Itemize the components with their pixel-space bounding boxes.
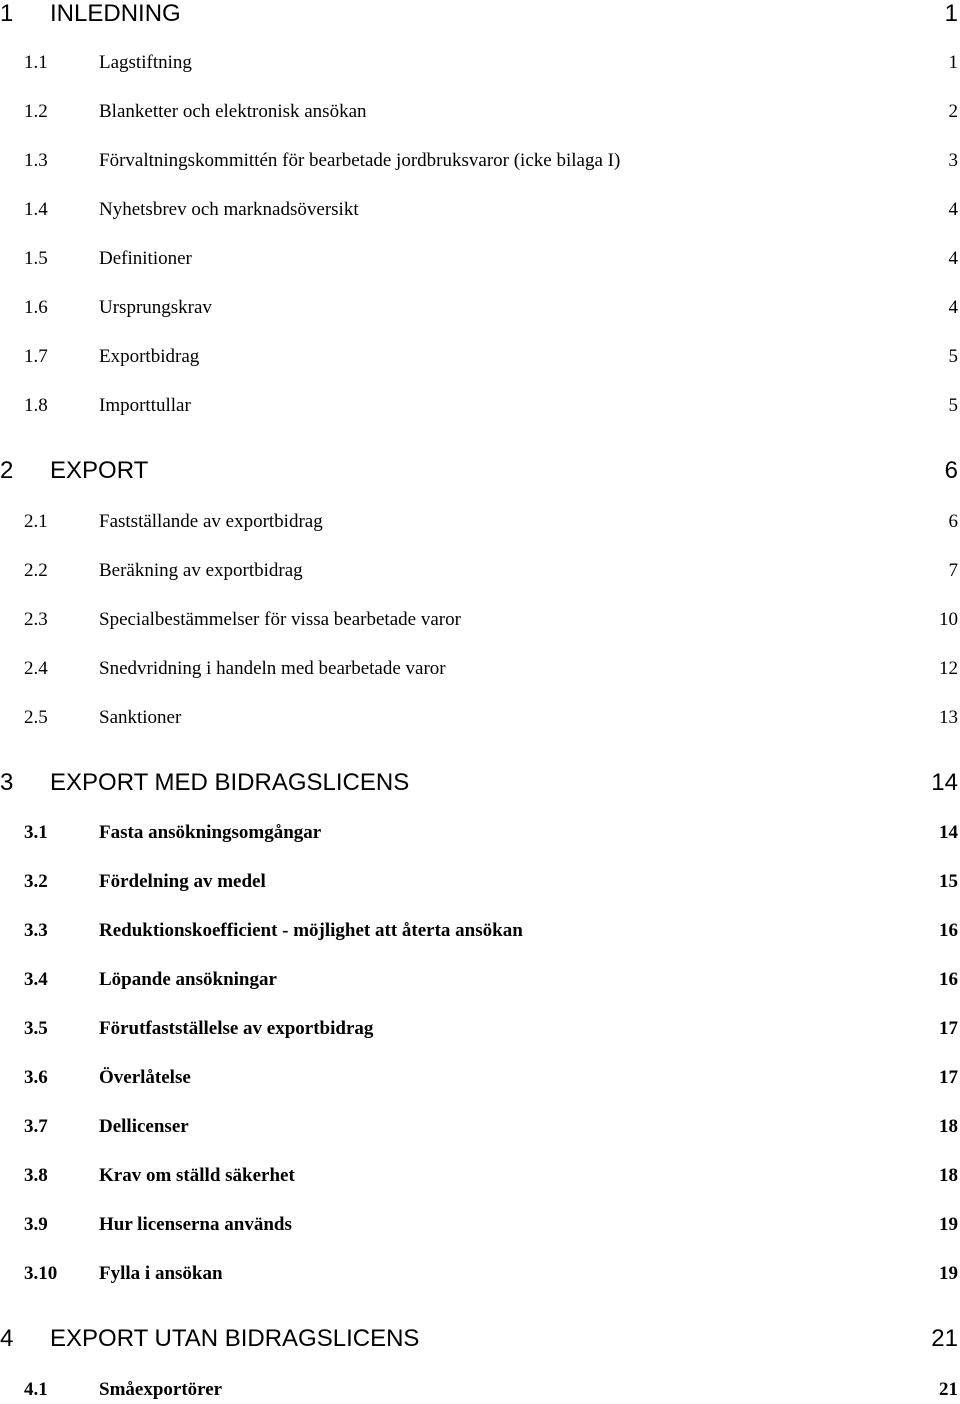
toc-entry-page: 12 [939, 658, 958, 679]
toc-entry-title: Importtullar [99, 395, 191, 416]
toc-entry-number: 1.7 [24, 346, 48, 367]
toc-entry-page: 6 [948, 511, 958, 532]
toc-entry-page: 14 [939, 822, 958, 843]
toc-entry-page: 14 [931, 769, 958, 796]
toc-entry-page: 19 [939, 1214, 958, 1235]
toc-entry-page: 21 [931, 1325, 958, 1352]
toc-entry-page: 6 [944, 457, 958, 484]
toc-entry-number: 1.6 [24, 297, 48, 318]
toc-entry-title: Lagstiftning [99, 52, 192, 73]
toc-entry-title: Hur licenserna används [99, 1214, 292, 1235]
toc-entry-number: 3.9 [24, 1214, 48, 1235]
toc-entry-number: 4 [0, 1325, 14, 1352]
toc-entry-title: Blanketter och elektronisk ansökan [99, 101, 367, 122]
toc-entry-number: 2.1 [24, 511, 48, 532]
toc-entry-number: 1.8 [24, 395, 48, 416]
toc-entry-title: EXPORT UTAN BIDRAGSLICENS [50, 1325, 420, 1352]
toc-entry-number: 3.8 [24, 1165, 48, 1186]
toc-entry-page: 16 [939, 969, 958, 990]
toc-entry-number: 3.1 [24, 822, 48, 843]
toc-entry-page: 4 [948, 297, 958, 318]
toc-entry-page: 15 [939, 871, 958, 892]
toc-entry-title: Fasta ansökningsomgångar [99, 822, 322, 843]
toc-entry-title: Löpande ansökningar [99, 969, 277, 990]
toc-entry-page: 18 [939, 1116, 958, 1137]
toc-entry-title: Fylla i ansökan [99, 1263, 223, 1284]
toc-entry-number: 3.3 [24, 920, 48, 941]
toc-entry-page: 16 [939, 920, 958, 941]
toc-entry-page: 18 [939, 1165, 958, 1186]
toc-entry-page: 17 [939, 1067, 958, 1088]
toc-entry-number: 2.3 [24, 609, 48, 630]
toc-entry-page: 4 [948, 199, 958, 220]
toc-entry-number: 1.1 [24, 52, 48, 73]
toc-entry-title: INLEDNING [50, 0, 181, 27]
toc-entry-number: 1.4 [24, 199, 48, 220]
toc-entry-number: 2.4 [24, 658, 48, 679]
toc-entry-title: Dellicenser [99, 1116, 189, 1137]
toc-entry-number: 4.1 [24, 1379, 48, 1400]
toc-entry-title: Beräkning av exportbidrag [99, 560, 303, 581]
toc-entry-page: 7 [948, 560, 958, 581]
toc-entry-title: EXPORT [50, 457, 149, 484]
toc-entry-number: 3.10 [24, 1263, 58, 1284]
toc-entry-number: 1.5 [24, 248, 48, 269]
toc-entry-title: Överlåtelse [99, 1067, 191, 1088]
toc-entry-number: 1.3 [24, 150, 48, 171]
toc-entry-page: 5 [948, 346, 958, 367]
toc-entry-page: 19 [939, 1263, 958, 1284]
toc-entry-title: Definitioner [99, 248, 192, 269]
toc-entry-page: 21 [939, 1379, 958, 1400]
toc-entry-title: Förutfastställelse av exportbidrag [99, 1018, 374, 1039]
toc-entry-page: 5 [948, 395, 958, 416]
toc-entry-title: Fördelning av medel [99, 871, 266, 892]
toc-entry-number: 2.5 [24, 707, 48, 728]
toc-entry-number: 3.5 [24, 1018, 48, 1039]
toc-entry-page: 17 [939, 1018, 958, 1039]
toc-entry-number: 2 [0, 457, 14, 484]
toc-entry-title: Fastställande av exportbidrag [99, 511, 323, 532]
toc-entry-title: Småexportörer [99, 1379, 223, 1400]
toc-entry-page: 3 [948, 150, 958, 171]
toc-entry-title: Förvaltningskommittén för bearbetade jordbruksvaror (icke bilaga I) [99, 150, 621, 171]
toc-entry-title: Krav om ställd säkerhet [99, 1165, 295, 1186]
toc-entry-page: 2 [948, 101, 958, 122]
toc-entry-page: 13 [939, 707, 958, 728]
toc-entry-page: 1 [948, 52, 958, 73]
toc-entry-title: Reduktionskoefficient - möjlighet att återta ansökan [99, 920, 523, 941]
toc-entry-number: 2.2 [24, 560, 48, 581]
toc-entry-page: 10 [939, 609, 958, 630]
toc-entry-page: 1 [944, 0, 958, 27]
toc-entry-title: Nyhetsbrev och marknadsöversikt [99, 199, 359, 220]
toc-entry-page: 4 [948, 248, 958, 269]
toc-entry-number: 3.6 [24, 1067, 48, 1088]
toc-entry-title: Snedvridning i handeln med bearbetade varor [99, 658, 446, 679]
toc-entry-title: EXPORT MED BIDRAGSLICENS [50, 769, 410, 796]
toc-entry-number: 1 [0, 0, 14, 27]
toc-entry-title: Specialbestämmelser för vissa bearbetade varor [99, 609, 461, 630]
toc-entry-number: 3 [0, 769, 14, 796]
toc-entry-number: 3.7 [24, 1116, 48, 1137]
toc-entry-title: Ursprungskrav [99, 297, 212, 318]
toc-entry-number: 1.2 [24, 101, 48, 122]
toc-entry-number: 3.2 [24, 871, 48, 892]
toc-entry-title: Sanktioner [99, 707, 182, 728]
toc-entry-title: Exportbidrag [99, 346, 200, 367]
toc-entry-number: 3.4 [24, 969, 48, 990]
